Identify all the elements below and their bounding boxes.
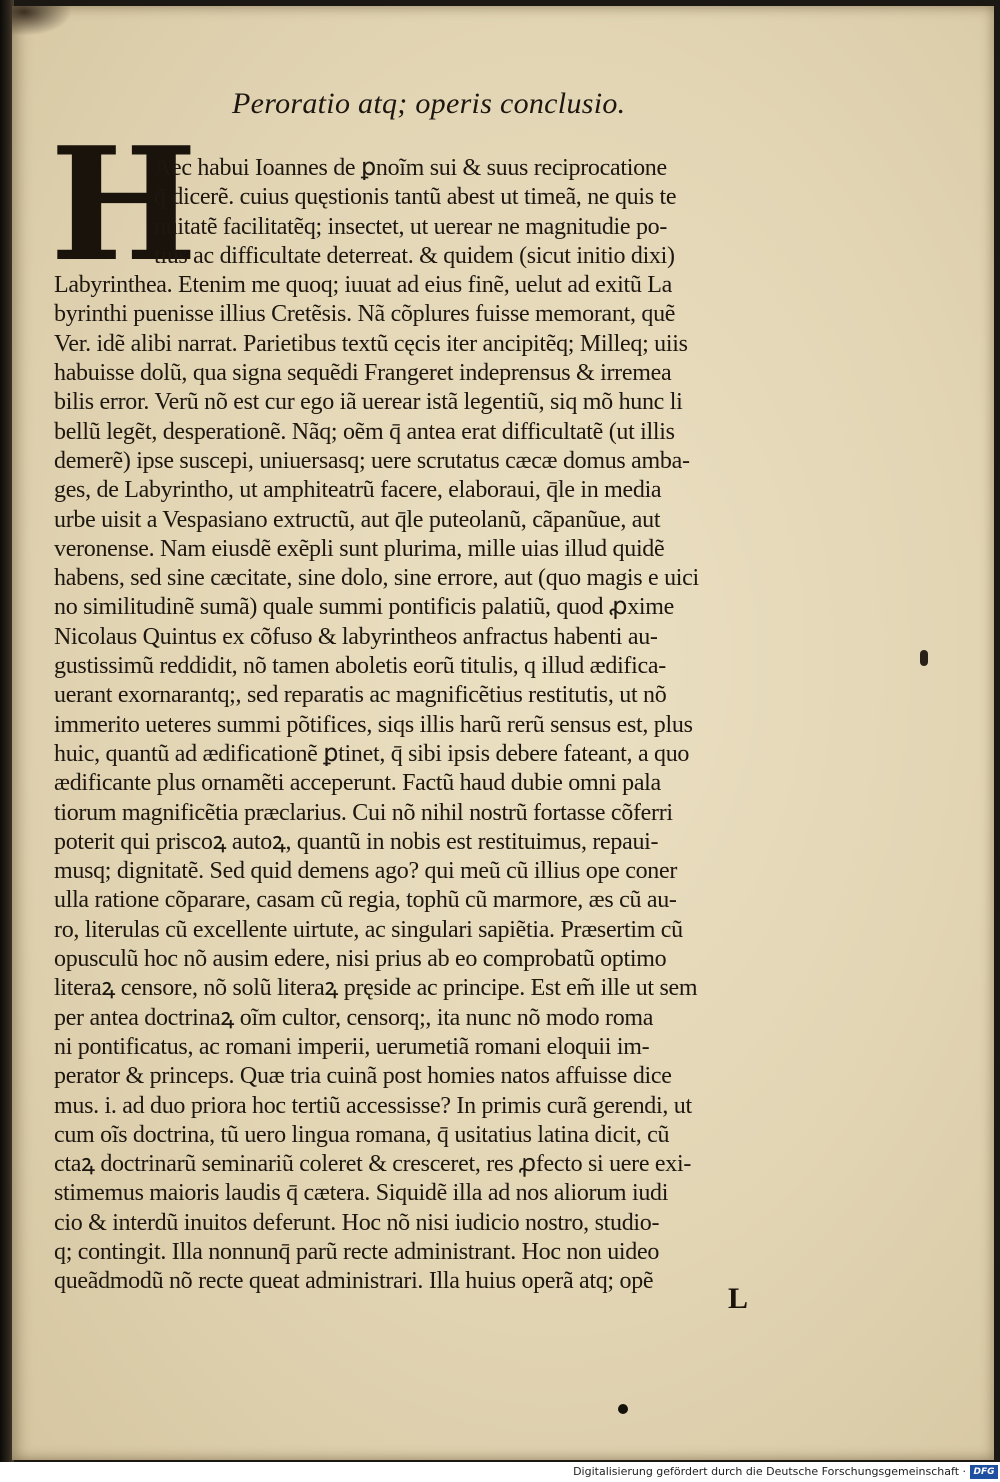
text-line: Aec habui Ioannes de ꝑnoĩm sui & suus reciprocatione: [154, 155, 667, 181]
text-line: mus. i. ad duo priora hoc tertiũ accessisse? In primis curã gerendi, ut: [54, 1092, 692, 1119]
text-line: Nicolaus Quintus ex cõfuso & labyrintheos anfractus habenti au-: [54, 623, 658, 650]
text-line: q; contingit. Illa nonnunq̄ parũ recte administrant. Hoc non uideo: [54, 1238, 660, 1265]
text-line: per antea doctrinaꝝ oĩm cultor, censorq;, ita nunc nõ modo roma: [54, 1004, 654, 1031]
text-line: bellũ legẽt, desperationẽ. Nãq; oẽm q̄ antea erat difficultatẽ (ut illis: [54, 418, 675, 445]
margin-mark: [920, 650, 928, 666]
text-line: poterit qui priscoꝝ autoꝝ, quantũ in nobis est restituimus, repaui-: [54, 828, 659, 855]
body-text: [54, 154, 814, 1297]
text-line: urbe uisit a Vespasiano extructũ, aut q̄le puteolanũ, cãpanũue, aut: [54, 506, 661, 533]
text-line: habens, sed sine cæcitate, sine dolo, sine errore, aut (quo magis e uici: [54, 565, 699, 592]
text-line: ro, literulas cũ excellente uirtute, ac singulari sapiẽtia. Præsertim cũ: [54, 916, 683, 943]
text-line: ctaꝝ doctrinarũ seminariũ coleret & cresceret, res ꝓfecto si uere exi-: [54, 1151, 692, 1178]
text-line: literaꝝ censore, nõ solũ literaꝝ pręside ac principe. Est em̃ ille ut sem: [54, 975, 698, 1002]
catchword: L: [728, 1282, 749, 1315]
text-line: tius ac difficultate deterreat. & quidem (sicut initio dixi): [154, 242, 675, 269]
text-line: ges, de Labyrintho, ut amphiteatrũ facere, elaboraui, q̄le in media: [54, 477, 662, 504]
dfg-logo: DFG: [970, 1465, 998, 1479]
text-line: Labyrinthea. Etenim me quoq; iuuat ad eius finẽ, uelut ad exitũ La: [54, 272, 673, 299]
text-line: ulla ratione cõparare, casam cũ regia, tophũ cũ marmore, æs cũ au-: [54, 887, 677, 914]
text-line: nuitatẽ facilitatẽq; insectet, ut uerear ne magnitudie po-: [154, 213, 668, 240]
funding-notice: Digitalisierung gefördert durch die Deutsche Forschungsgemeinschaft ·: [573, 1465, 966, 1478]
text-line: bilis error. Verũ nõ est cur ego iã uerear istã legentiũ, siq mõ hunc li: [54, 389, 683, 416]
text-line: Ver. idẽ alibi narrat. Parietibus textũ cęcis iter ancipitẽq; Milleq; uiis: [54, 330, 688, 357]
text-line: cio & interdũ inuitos deferunt. Hoc nõ nisi iudicio nostro, studio-: [54, 1209, 660, 1236]
text-line: veronense. Nam eiusdẽ exẽpli sunt plurima, mille uias illud quidẽ: [54, 535, 665, 562]
text-line: gustissimũ reddidit, nõ tamen aboletis eorũ titulis, q illud ædifica-: [54, 653, 666, 680]
text-line: perator & princeps. Quæ tria cuinã post homies natos affuisse dice: [54, 1063, 672, 1090]
text-line: huic, quantũ ad ædificationẽ ꝑtinet, q̄ sibi ipsis debere fateant, a quo: [54, 740, 690, 767]
ink-dot: [618, 1404, 628, 1414]
section-heading: Peroratio atq; operis conclusio.: [232, 87, 626, 120]
text-line: ædificante plus ornamẽti acceperunt. Factũ haud dubie omni pala: [54, 770, 661, 797]
text-line: queãdmodũ nõ recte queat administrari. Illa huius operã atq; opẽ: [54, 1268, 654, 1295]
text-line: opusculũ hoc nõ ausim edere, nisi prius ab eo comprobatũ optimo: [54, 946, 667, 973]
text-line: demerẽ) ipse suscepi, uniuersasq; uere scrutatus cæcæ domus amba-: [54, 447, 690, 474]
text-line: tiorum magnificẽtia præclarius. Cui nõ nihil nostrũ fortasse cõferri: [54, 799, 673, 826]
text-line: byrinthi puenisse illius Cretẽsis. Nã cõplures fuisse memorant, quẽ: [54, 301, 676, 328]
decorated-initial: H: [50, 113, 198, 296]
text-line: musq; dignitatẽ. Sed quid demens ago? qui meũ cũ illius ope coner: [54, 858, 678, 885]
page-stain: [12, 6, 72, 36]
text-line: cum oĩs doctrina, tũ uero lingua romana, q̄ usitatius latina dicit, cũ: [54, 1121, 670, 1148]
footer-bar: [0, 1462, 1000, 1482]
text-line: q̄ dicerẽ. cuius quęstionis tantũ abest ut timeã, ne quis te: [154, 184, 677, 211]
text-line: habuisse dolũ, qua signa sequẽdi Frangeret indeprensus & irremea: [54, 360, 672, 387]
text-line: uerant exornarantq;, sed reparatis ac magnificẽtius restitutis, ut nõ: [54, 682, 667, 709]
text-line: stimemus maioris laudis q̄ cætera. Siquidẽ illa ad nos aliorum iudi: [54, 1180, 669, 1207]
text-line: ni pontificatus, ac romani imperii, uerumetiã romani eloquii im-: [54, 1033, 650, 1060]
text-line: no similitudinẽ sumã) quale summi pontificis palatiũ, quod ꝓxime: [54, 594, 674, 621]
text-line: immerito ueteres summi põtifices, siqs illis harũ rerũ sensus est, plus: [54, 711, 693, 738]
